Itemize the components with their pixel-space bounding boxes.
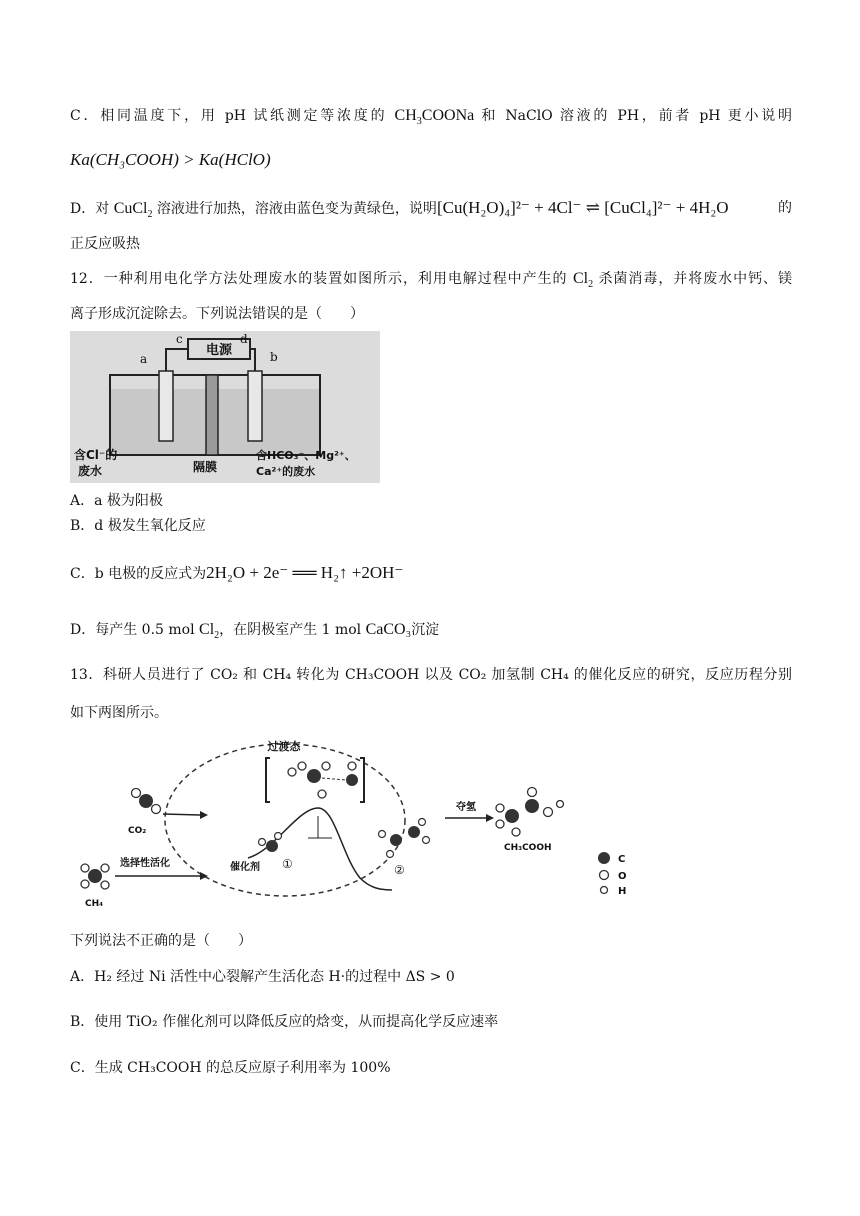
power-supply-label: 电源 bbox=[205, 343, 233, 358]
electrolysis-apparatus-figure bbox=[70, 331, 380, 483]
co2-label: CO₂ bbox=[128, 826, 147, 836]
q11-option-d-line2: 正反应吸热 bbox=[70, 236, 140, 252]
copper-equilibrium-equation: [Cu(H₂O)₄]²⁻ + 4Cl⁻ ⇌ [CuCl₄]²⁻ + 4H₂O bbox=[436, 198, 729, 217]
q12-option-d: D．每产生 0.5 mol $Cl_2$，在阴极室产生 1 mol CaCO₃沉淀 bbox=[70, 621, 440, 642]
transition-state-label: 过渡态 bbox=[267, 740, 301, 753]
catalyst-label: 催化剂 bbox=[230, 862, 260, 873]
right-chamber-label-1: 含HCO₃⁻、Mg²⁺、 bbox=[256, 449, 356, 462]
d-option-cl2: $Cl_2$ bbox=[199, 621, 220, 642]
electrode-b bbox=[248, 371, 262, 441]
electrode-a bbox=[159, 371, 173, 441]
q13-option-b: B．使用 TiO₂ 作催化剂可以降低反应的焓变，从而提高化学反应速率 bbox=[70, 1014, 499, 1030]
ch4-molecule bbox=[81, 864, 109, 889]
cl2-formula: $Cl_2$ bbox=[572, 270, 594, 291]
membrane-label: 隔膜 bbox=[193, 460, 218, 474]
electrode-label-a: a bbox=[140, 352, 148, 366]
q11-option-c-mid: 和 NaClO 溶液的 PH，前者 pH 更小说明 bbox=[474, 108, 792, 124]
q13-stem-line1: 13．科研人员进行了 CO₂ 和 CH₄ 转化为 CH₃COOH 以及 CO₂ 加氢制 CH₄ 的催化反应的研究，反应历程分别 bbox=[70, 667, 792, 683]
q11-option-c-prefix: C．相同温度下，用 pH 试纸测定等浓度的 bbox=[70, 108, 395, 124]
legend-hydrogen: H bbox=[618, 886, 627, 897]
legend-oxygen: O bbox=[618, 871, 627, 882]
membrane bbox=[206, 375, 218, 455]
q13-stem-line2: 如下两图所示。 bbox=[70, 705, 168, 721]
selective-activation-label: 选择性活化 bbox=[120, 858, 170, 869]
q11-option-c-line1 bbox=[70, 105, 792, 133]
reaction-mechanism-figure bbox=[70, 738, 640, 910]
q12-stem-line2: 离子形成沉淀除去。下列说法错误的是（ ） bbox=[70, 306, 364, 322]
step-1-label: ① bbox=[282, 857, 293, 871]
q12-stem-line1: 12．一种利用电化学方法处理废水的装置如图所示，利用电解过程中产生的 $Cl_2$ 杀菌消毒，并将废水中钙、镁 bbox=[70, 270, 793, 291]
ch4-label: CH₄ bbox=[85, 899, 104, 909]
left-chamber-label-2: 废水 bbox=[78, 464, 103, 478]
q11-option-d-line1: D．对 CuCl$_2$ 溶液进行加热，溶液由蓝色变为黄绿色，说明[Cu(H₂O)₄]²⁻ + 4Cl⁻ ⇌ [CuCl₄]²⁻ + 4H₂O 的 bbox=[70, 198, 792, 221]
q13-option-a: A．H₂ 经过 Ni 活性中心裂解产生活化态 H·的过程中 ΔS > 0 bbox=[70, 969, 455, 985]
caco3-formula: CaCO₃ bbox=[365, 621, 412, 638]
step-2-label: ② bbox=[394, 863, 405, 877]
ch3coona-formula: $CH_3COONa$ bbox=[394, 107, 475, 128]
product-label: CH₃COOH bbox=[504, 843, 552, 853]
cucl2-formula: CuCl$_2$ bbox=[113, 200, 153, 221]
q13-option-c: C．生成 CH₃COOH 的总反应原子利用率为 100% bbox=[70, 1060, 391, 1076]
q13-question-stem: 下列说法不正确的是（ ） bbox=[70, 933, 252, 949]
wire-label-c: c bbox=[176, 332, 183, 346]
left-chamber-label-1: 含Cl⁻的 bbox=[74, 448, 118, 462]
ch3cooh-molecule bbox=[496, 788, 564, 837]
co2-molecule bbox=[132, 789, 161, 814]
q12-option-b: B．d 极发生氧化反应 bbox=[70, 518, 206, 534]
electrode-label-b: b bbox=[270, 350, 278, 364]
atom-legend bbox=[598, 852, 627, 897]
b-electrode-equation: 2H₂O + 2e⁻ ══ H₂↑ +2OH⁻ bbox=[206, 563, 404, 582]
right-chamber-label-2: Ca²⁺的废水 bbox=[256, 465, 316, 478]
hydrogen-abstraction-label: 夺氢 bbox=[456, 802, 476, 813]
wire-label-d: d bbox=[240, 332, 248, 346]
legend-carbon: C bbox=[618, 854, 626, 865]
ka-comparison: Ka(CH₃COOH) > Ka(HClO) bbox=[70, 150, 271, 169]
q12-option-c: C．b 电极的反应式为2H₂O + 2e⁻ ══ H₂↑ +2OH⁻ bbox=[70, 563, 404, 582]
q12-option-a: A．a 极为阳极 bbox=[70, 493, 163, 509]
